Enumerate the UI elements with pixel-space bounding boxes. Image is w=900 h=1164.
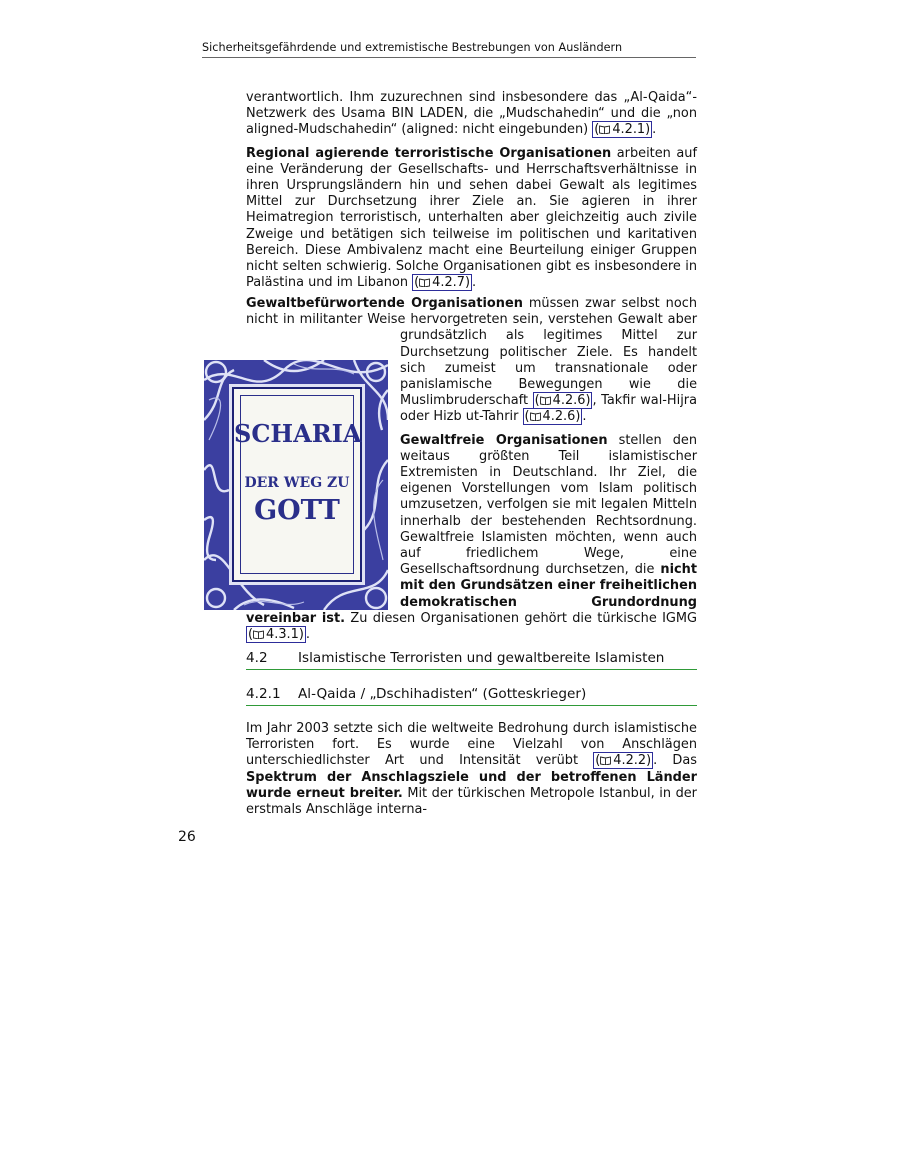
page-number: 26 [178,829,196,845]
book-cover-image [204,360,388,610]
section-number: 4.2.1 [246,686,281,702]
book-icon [600,756,611,765]
book-cover-panel [232,387,362,582]
paragraph-gewaltfrei: Gewaltfreie Organisationen stellen den weitaus größten Teil islamistischer Extremisten in Deutschland. Ihr Ziel, die eigenen Vorstellungen vom Islam politisch umzusetzen, verfolgen sie mit legalen Mitteln innerhalb der bestehenden Rechtsordnung. Gewaltfreie Islamisten möchten, wenn auch auf friedlichem Wege, eine Gesellschaftsordnung durchsetzen, die nicht mit den Grundsätzen einer freiheitlichen demokratischen Grundordnung vereinbar ist. Zu diesen Organisationen gehört die türkische IGMG ( 4.3.1) . [246,432,697,643]
term-regional: Regional agierende terroristische Organisationen [246,145,612,161]
cross-reference-link[interactable]: ( 4.2.2) [595,753,652,769]
text-block-lower [246,721,697,825]
cross-reference-link[interactable]: ( 4.2.6) [534,393,591,409]
paragraph-bedrohung: Im Jahr 2003 setzte sich die weltweite Bedrohung durch islamistische Terroristen fort. Es wurde eine Vielzahl von Anschlägen unterschiedlichster Art und Intensität verübt ( 4.2.2) . Das Spektrum der Anschlagsziele und der betroffenen Länder wurde erneut breiter. Mit der türkischen Metropole Istanbul, in der erstmals Anschläge interna- [246,721,697,818]
book-icon [419,278,430,287]
paragraph-gewaltbefuerwortend: Gewaltbefürwortende Organisationen müssen zwar selbst noch nicht in militanter Weise hervorgetreten sein, verstehen Gewalt aber grundsätzlich als legitimes Mittel zur Durchsetzung politischer Ziele. Es handelt sich zumeist um transnationale oder panislamische Bewegungen wie die Muslimbruderschaft ( 4.2.6) , Takfir wal-Hijra oder Hizb ut-Tahrir ( 4.2.6) . [246,296,697,425]
cross-reference-link[interactable]: ( 4.2.1) [594,122,651,138]
text-block-upper [246,90,697,298]
cross-reference-link[interactable]: ( 4.2.6) [524,409,581,425]
section-title: Al-Qaida / „Dschihadisten“ (Gotteskrieger) [298,686,587,702]
term-grundordnung: nicht mit den Grundsätzen einer freiheitlichen demokratischen Grundordnung vereinbar ist. [246,562,697,626]
book-title-line-3: GOTT [254,495,340,526]
section-heading-4-2-1 [246,686,697,706]
paragraph-al-qaida: verantwortlich. Ihm zuzurechnen sind insbesondere das „Al-Qaida“-Netzwerk des Usama BIN LADEN, die „Mudschahedin“ und die „non aligned-Mudschahedin“ (aligned: nicht eingebunden) ( 4.2.1) . [246,90,697,138]
running-header: Sicherheitsgefährdende und extremistische Bestrebungen von Ausländern [202,41,696,58]
book-icon [253,630,264,639]
book-title-line-2: DER WEG ZU [244,475,350,491]
book-title-line-1: SCHARIA [234,419,362,448]
section-heading-4-2 [246,650,697,670]
term-spektrum: Spektrum der Anschlagsziele und der betroffenen Länder wurde erneut breiter. [246,769,697,801]
cross-reference-link[interactable]: ( 4.3.1) [248,627,304,643]
section-number: 4.2 [246,650,268,666]
term-gewaltbefuerwortend: Gewaltbefürwortende Organisationen [246,296,523,311]
book-icon [530,412,541,421]
section-title: Islamistische Terroristen und gewaltbereite Islamisten [298,650,665,666]
book-icon [540,396,551,405]
term-gewaltfrei: Gewaltfreie Organisationen [400,432,608,448]
book-icon [599,125,610,134]
cross-reference-link[interactable]: ( 4.2.7) [414,275,470,291]
paragraph-regional: Regional agierende terroristische Organisationen arbeiten auf eine Veränderung der Gesellschafts- und Herrschaftsverhältnisse in ihren Ursprungsländern hin und sehen dabei Gewalt als legitimes Mittel zur Durchsetzung ihrer Ziele an. Sie agieren in ihrer Heimatregion terroristisch, unterhalten aber gleichzeitig auch zivile Zweige und betätigen sich teilweise im politischen und karitativen Bereich. Diese Ambivalenz macht eine Beurteilung einiger Gruppen nicht selten schwierig. Solche Organisationen gibt es insbesondere in Palästina und im Libanon ( 4.2.7) . [246,145,697,291]
